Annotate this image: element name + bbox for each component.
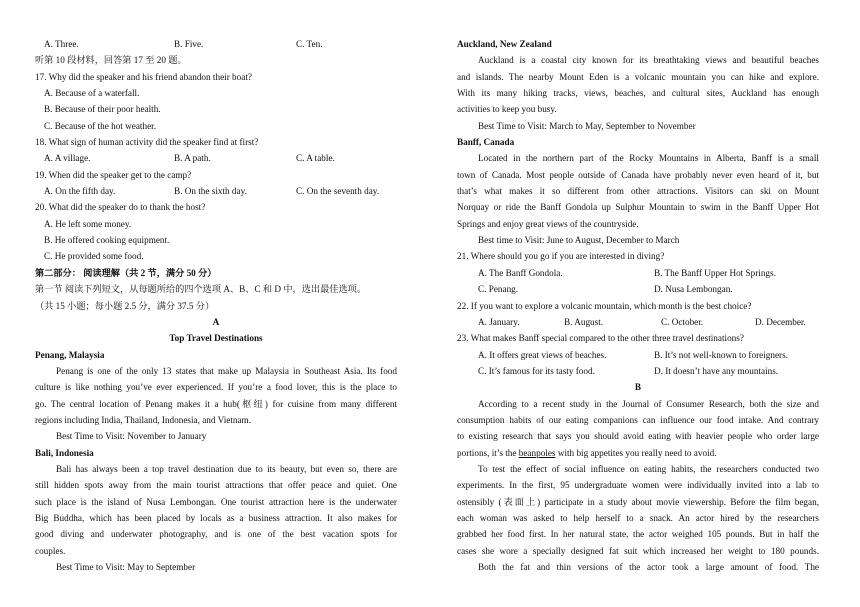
auckland-line: and islands. The nearby Mount Eden is a volcanic mountain you can hike and explore. <box>457 71 819 82</box>
q23-option-a: A. It offers great views of beaches. <box>478 349 607 360</box>
penang-heading: Penang, Malaysia <box>35 349 105 360</box>
q23-option-c: C. It’s famous for its tasty food. <box>478 365 595 376</box>
q21-option-d: D. Nusa Lembongan. <box>654 284 733 295</box>
q23-stem: 23. What makes Banff special compared to the other three travel destinations? <box>457 333 744 344</box>
q19-stem: 19. When did the speaker get to the camp? <box>35 169 192 180</box>
banff-heading: Banff, Canada <box>457 137 515 148</box>
passage-b-text: portions, it’s the <box>457 447 519 458</box>
passage-b-line: ostensibly (表面上) participate in a study about movie viewership. Before the film began, <box>457 496 819 507</box>
banff-best-time: Best time to Visit: June to August, December to March <box>478 235 680 246</box>
q19-option-b: B. On the sixth day. <box>174 186 247 197</box>
q20-option-a: A. He left some money. <box>44 218 132 229</box>
passage-b-line: According to a recent study in the Journal of Consumer Research, both the size and <box>478 398 819 409</box>
banff-line: Springs and enjoy great views of the countryside. <box>457 218 639 229</box>
passage-a-letter: A <box>212 316 220 327</box>
q22-option-d: D. December. <box>755 316 806 327</box>
passage-b-line: cases she wore a specially designed fat suit which increased her weight to 180 pounds. <box>457 545 819 556</box>
penang-line: Penang is one of the only 13 states that make up Malaysia in Southeast Asia. Its food <box>56 365 397 376</box>
q21-option-c: C. Penang. <box>478 284 519 295</box>
q18-option-a: A. A village. <box>44 153 91 164</box>
q23-options-row2 <box>457 363 819 379</box>
q16-option-c: C. Ten. <box>296 39 323 49</box>
passage-b-line: experiments. In the first, 95 undergraduate women were individually invited into a lab to <box>457 480 819 491</box>
passage-b-line: each woman was asked to help herself to a snack. An actor hired by the researchers <box>457 512 819 523</box>
auckland-best-time: Best Time to Visit: March to May, September to November <box>478 120 696 131</box>
bali-line: good diving and underwater photography, and is one of the best vacation spots for <box>35 529 397 540</box>
q16-option-b: B. Five. <box>174 39 204 49</box>
q21-options-row1 <box>457 265 819 281</box>
q23-option-d: D. It doesn’t have any mountains. <box>654 365 779 376</box>
q22-stem: 22. If you want to explore a volcanic mountain, which month is the best choice? <box>457 300 752 311</box>
q18-option-b: B. A path. <box>174 153 211 164</box>
passage-a-title: Top Travel Destinations <box>169 333 263 344</box>
bali-line: still hidden spots away from the main tourist attractions that offer peace and quiet. One <box>35 480 397 491</box>
q22-option-a: A. January. <box>478 316 520 327</box>
banff-line: town of Canada. Most people outside of Canada have probably never even heard of it, but <box>457 169 819 180</box>
q17-option-a: A. Because of a waterfall. <box>44 88 140 99</box>
bali-line: Bali has always been a top travel destination due to its beauty, but even so, there are <box>56 463 397 474</box>
bali-line: such place is the island of Nusa Lembongan. One tourist attraction here is the underwater <box>35 496 397 507</box>
q20-option-c: C. He provided some food. <box>44 251 144 262</box>
section1-scoring: （共 15 小题；每小题 2.5 分，满分 37.5 分） <box>35 300 215 311</box>
auckland-line: activities to keep you busy. <box>457 104 557 115</box>
penang-line: culture is like nothing you’ve ever experienced. If you’re a food lover, this is the place to <box>35 382 397 393</box>
q18-stem: 18. What sign of human activity did the speaker find at first? <box>35 137 259 148</box>
banff-line: Located in the northern part of the Rocky Mountains in Alberta, Banff is a small <box>478 153 819 164</box>
q20-option-b: B. He offered cooking equipment. <box>44 235 170 246</box>
auckland-line: Auckland is a coastal city known for its breathtaking views and beautiful beaches <box>478 55 819 66</box>
passage-b-text: with big appetites you really need to avoid. <box>555 447 717 458</box>
q18-options <box>35 150 397 166</box>
banff-line: that’s what makes it so different from other attractions. Visitors can ski on Mount <box>457 186 819 197</box>
passage-b-line: Both the fat and thin versions of the actor took a large amount of food. The <box>478 562 819 572</box>
q19-option-a: A. On the fifth day. <box>44 186 116 197</box>
listening-section-note: 听第 10 段材料，回答第 17 至 20 题。 <box>35 55 187 66</box>
q17-stem: 17. Why did the speaker and his friend abandon their boat? <box>35 71 252 82</box>
q21-options-row2 <box>457 281 819 297</box>
penang-best-time: Best Time to Visit: November to January <box>56 431 207 442</box>
q18-option-c: C. A table. <box>296 153 335 164</box>
q19-options <box>35 183 397 199</box>
passage-b-line <box>457 445 819 461</box>
right-column <box>457 36 819 575</box>
left-column <box>35 36 397 575</box>
auckland-line: With its many hiking tracks, views, beaches, and cultural sites, Auckland has enough <box>457 88 819 99</box>
q22-options <box>457 314 819 330</box>
part2-heading: 第二部分： 阅读理解（共 2 节，满分 50 分） <box>35 267 217 278</box>
q23-option-b: B. It’s not well-known to foreigners. <box>654 349 788 360</box>
q17-option-b: B. Because of their poor health. <box>44 104 161 115</box>
q23-options-row1 <box>457 347 819 363</box>
banff-line: Norquay or ride the Banff Gondola up Sulphur Mountain to swim in the Banff Upper Hot <box>457 202 819 213</box>
bali-heading: Bali, Indonesia <box>35 447 94 458</box>
passage-b-line: to existing research that says you should avoid eating with heavier people who order large <box>457 431 819 442</box>
q22-option-c: C. October. <box>661 316 704 327</box>
q17-option-c: C. Because of the hot weather. <box>44 120 156 131</box>
passage-b-line: grabbed her food first. In her natural state, the actor weighed 105 pounds. But in half the <box>457 529 819 540</box>
bali-best-time: Best Time to Visit: May to September <box>56 562 196 572</box>
q21-option-b: B. The Banff Upper Hot Springs. <box>654 267 776 278</box>
q20-stem: 20. What did the speaker do to thank the host? <box>35 202 206 213</box>
bali-line: couples. <box>35 545 66 556</box>
q19-option-c: C. On the seventh day. <box>296 186 380 197</box>
bali-line: Big Buddha, which has been placed by locals as a business attraction. It also makes for <box>35 512 397 523</box>
penang-line: go. The central location of Penang makes it a hub(枢纽) for cuisine from many different <box>35 398 397 409</box>
auckland-heading: Auckland, New Zealand <box>457 39 552 49</box>
passage-b-line: To test the effect of social influence on eating habits, the researchers conducted two <box>478 463 819 474</box>
penang-line: regions including India, Thailand, Indonesia, and Vietnam. <box>35 414 251 425</box>
q16-options <box>35 36 397 52</box>
passage-b-line: consumption habits of our eating companions can influence our food intake. And contrary <box>457 414 819 425</box>
q16-option-a: A. Three. <box>44 39 79 49</box>
q22-option-b: B. August. <box>564 316 604 327</box>
beanpoles-word: beanpoles <box>518 447 556 458</box>
passage-b-letter: B <box>634 382 642 393</box>
q21-stem: 21. Where should you go if you are interested in diving? <box>457 251 665 262</box>
section1-instructions: 第一节 阅读下列短文，从每题所给的四个选项 A、B、C 和 D 中，选出最佳选项。 <box>35 284 367 295</box>
q21-option-a: A. The Banff Gondola. <box>478 267 563 278</box>
